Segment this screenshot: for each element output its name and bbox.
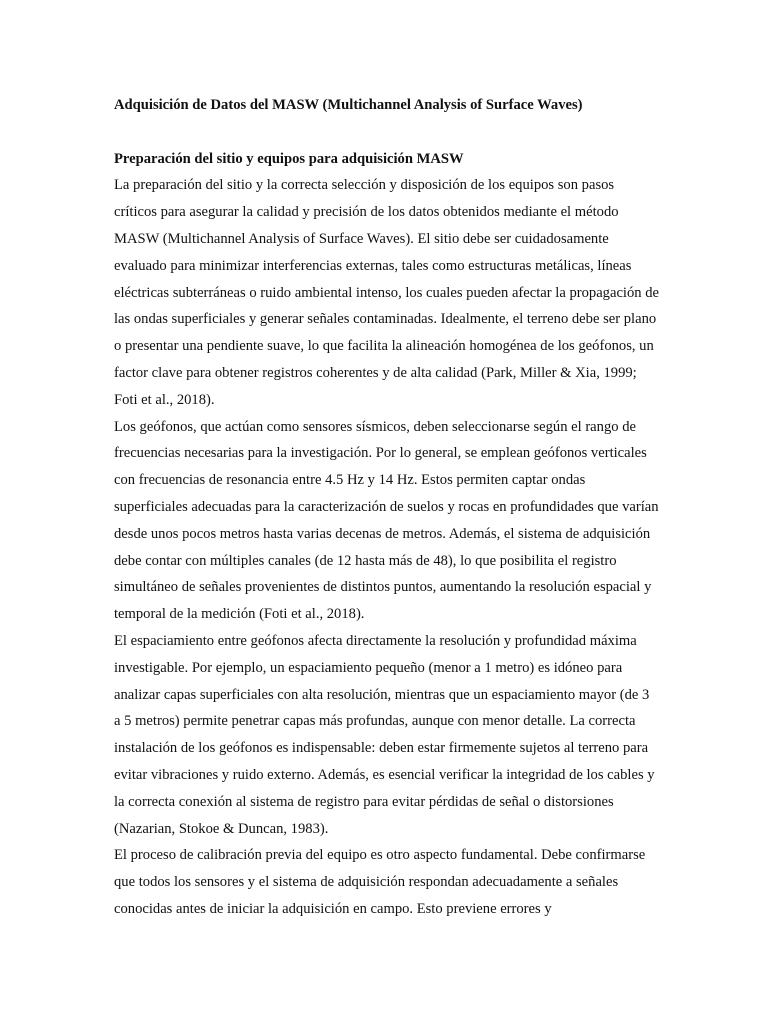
paragraph-calibration: El proceso de calibración previa del equipo es otro aspecto fundamental. Debe confirmarse que todos los sensores y el sistema de adquisición respondan adecuadamente a señales conocidas antes de iniciar la adquisición en campo. Esto previene errores y	[114, 847, 646, 917]
paragraph-site-preparation: La preparación del sitio y la correcta selección y disposición de los equipos son pasos críticos para asegurar la calidad y precisión de los datos obtenidos mediante el método MASW (Multichannel Analysis of Surface Waves). El sitio debe ser cuidadosamente evaluado para minimizar interferencias externas, tales como estructuras metálicas, líneas eléctricas subterráneas o ruido ambiental intenso, los cuales pueden afectar la propagación de las ondas superficiales y generar señales contaminadas. Idealmente, el terreno debe ser plano o presentar una pendiente suave, lo que facilita la alineación homogénea de los geófonos, un factor clave para obtener registros coherentes y de alta calidad (Park, Miller & Xia, 1999; Foti et al., 2018).	[114, 177, 660, 408]
document-page	[114, 92, 659, 923]
blank-line	[114, 119, 659, 146]
document-title: Adquisición de Datos del MASW (Multichannel Analysis of Surface Waves)	[114, 97, 583, 113]
paragraph-spacing: El espaciamiento entre geófonos afecta directamente la resolución y profundidad máxima investigable. Por ejemplo, un espaciamiento pequeño (menor a 1 metro) es idóneo para analizar capas superficiales con alta resolución, mientras que un espaciamiento mayor (de 3 a 5 metros) permite penetrar capas más profundas, aunque con menor detalle. La correcta instalación de los geófonos es indispensable: deben estar firmemente sujetos al terreno para evitar vibraciones y ruido externo. Además, es esencial verificar la integridad de los cables y la correcta conexión al sistema de registro para evitar pérdidas de señal o distorsiones (Nazarian, Stokoe & Duncan, 1983).	[114, 632, 655, 837]
section-heading: Preparación del sitio y equipos para adquisición MASW	[114, 150, 464, 167]
paragraph-geophones: Los geófonos, que actúan como sensores sísmicos, deben seleccionarse según el rango de frecuencias necesarias para la investigación. Por lo general, se emplean geófonos verticales con frecuencias de resonancia entre 4.5 Hz y 14 Hz. Estos permiten captar ondas superficiales adecuadas para la caracterización de suelos y rocas en profundidades que varían desde unos pocos metros hasta varias decenas de metros. Además, el sistema de adquisición debe contar con múltiples canales (de 12 hasta más de 48), lo que posibilita el registro simultáneo de señales provenientes de distintos puntos, aumentando la resolución espacial y temporal de la medición (Foti et al., 2018).	[114, 418, 659, 623]
